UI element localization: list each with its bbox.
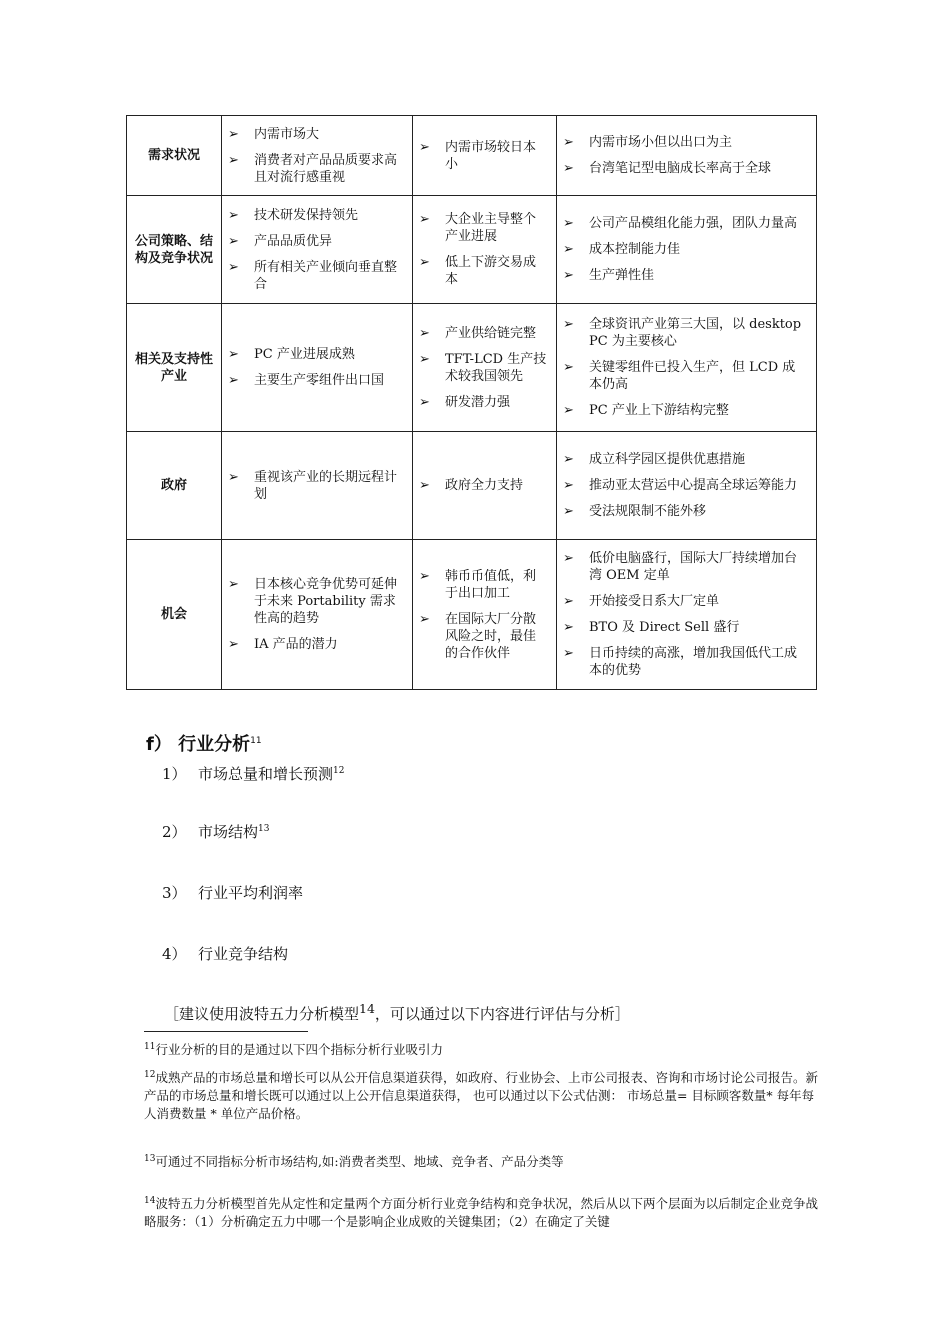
list-item bbox=[563, 359, 808, 393]
arrow-bullet-icon: ➢ bbox=[419, 212, 430, 227]
list-item bbox=[563, 267, 808, 284]
table-cell bbox=[557, 540, 817, 690]
arrow-bullet-icon: ➢ bbox=[563, 161, 574, 176]
row-header: 政府 bbox=[127, 432, 222, 540]
arrow-bullet-icon: ➢ bbox=[563, 551, 574, 566]
list-item: 3） 行业平均利润率 bbox=[162, 884, 304, 902]
bullet-text: BTO 及 Direct Sell 盛行 bbox=[589, 620, 740, 635]
list-item bbox=[228, 372, 404, 389]
bullet-text: 重视该产业的长期远程计划 bbox=[254, 469, 398, 502]
list-item bbox=[228, 233, 404, 250]
arrow-bullet-icon: ➢ bbox=[563, 242, 574, 257]
arrow-bullet-icon: ➢ bbox=[419, 394, 430, 410]
list-item bbox=[419, 211, 548, 245]
arrow-bullet-icon: ➢ bbox=[419, 139, 430, 155]
footnote-divider bbox=[144, 1031, 308, 1032]
table-row bbox=[127, 196, 817, 304]
bullet-list bbox=[228, 207, 404, 293]
list-item bbox=[563, 477, 808, 494]
bullet-list bbox=[419, 568, 548, 662]
bullet-text: 内需市场小但以出口为主 bbox=[589, 135, 733, 150]
diamond-model-table bbox=[126, 115, 817, 690]
bullet-list bbox=[228, 469, 404, 503]
section-title bbox=[146, 730, 262, 756]
table-cell bbox=[222, 432, 413, 540]
list-item bbox=[419, 611, 548, 662]
bullet-text: IA 产品的潜力 bbox=[254, 637, 338, 652]
table-cell bbox=[413, 196, 557, 304]
bullet-list bbox=[419, 211, 548, 288]
bullet-text: 推动亚太营运中心提高全球运筹能力 bbox=[589, 478, 798, 493]
arrow-bullet-icon: ➢ bbox=[228, 637, 239, 652]
list-item bbox=[228, 126, 404, 143]
list-item bbox=[563, 215, 808, 232]
arrow-bullet-icon: ➢ bbox=[419, 351, 430, 367]
arrow-bullet-icon: ➢ bbox=[563, 135, 574, 150]
list-item bbox=[228, 469, 404, 503]
bullet-text: 政府全力支持 bbox=[445, 478, 524, 493]
table-cell bbox=[222, 116, 413, 196]
list-item bbox=[228, 346, 404, 363]
table-cell bbox=[413, 432, 557, 540]
arrow-bullet-icon: ➢ bbox=[228, 259, 239, 275]
bullet-text: PC 产业进展成熟 bbox=[254, 347, 355, 362]
list-item bbox=[563, 241, 808, 258]
bullet-text: 公司产品模组化能力强，团队力量高 bbox=[589, 216, 798, 231]
bullet-text: 技术研发保持领先 bbox=[254, 207, 359, 223]
footnote: $^{11}$行业分析的目的是通过以下四个指标分析行业吸引力 bbox=[144, 1042, 443, 1058]
list-item bbox=[419, 254, 548, 288]
list-item bbox=[563, 402, 808, 419]
bullet-text: 内需市场大 bbox=[254, 126, 320, 142]
table-cell bbox=[557, 196, 817, 304]
table-cell bbox=[222, 304, 413, 432]
bullet-list bbox=[563, 134, 808, 177]
arrow-bullet-icon: ➢ bbox=[563, 478, 574, 493]
bullet-text: 关键零组件已投入生产，但 LCD 成本仍高 bbox=[589, 360, 796, 392]
section-title-text: f） 行业分析 bbox=[146, 734, 251, 755]
bullet-text: 开始接受日系大厂定单 bbox=[589, 594, 720, 609]
bullet-list bbox=[563, 215, 808, 284]
arrow-bullet-icon: ➢ bbox=[228, 347, 239, 362]
list-item bbox=[563, 134, 808, 151]
arrow-bullet-icon: ➢ bbox=[228, 152, 239, 168]
bullet-text: 台湾笔记型电脑成长率高于全球 bbox=[589, 161, 772, 176]
list-item bbox=[563, 593, 808, 610]
table-cell bbox=[557, 116, 817, 196]
arrow-bullet-icon: ➢ bbox=[419, 568, 430, 584]
bullet-text: 产品品质优异 bbox=[254, 233, 333, 249]
bullet-list bbox=[563, 316, 808, 419]
bullet-text: 日币持续的高涨，增加我国低代工成本的优势 bbox=[589, 646, 798, 678]
bullet-text: 低价电脑盛行，国际大厂持续增加台湾 OEM 定单 bbox=[589, 551, 798, 583]
list-item bbox=[563, 550, 808, 584]
bullet-text: 成立科学园区提供优惠措施 bbox=[589, 452, 746, 467]
arrow-bullet-icon: ➢ bbox=[228, 469, 239, 485]
table-row bbox=[127, 116, 817, 196]
list-item bbox=[563, 619, 808, 636]
bullet-text: 生产弹性佳 bbox=[589, 268, 655, 283]
list-item bbox=[419, 325, 548, 342]
bullet-text: 低上下游交易成本 bbox=[445, 255, 537, 287]
table-cell bbox=[413, 116, 557, 196]
bullet-text: 受法规限制不能外移 bbox=[589, 504, 707, 519]
bullet-list bbox=[419, 139, 548, 173]
footnote-ref: 14 bbox=[359, 1001, 375, 1016]
list-item: 4） 行业竞争结构 bbox=[162, 945, 289, 963]
list-item bbox=[419, 477, 548, 494]
list-item bbox=[563, 160, 808, 177]
table-cell bbox=[557, 432, 817, 540]
list-item bbox=[228, 636, 404, 653]
list-item bbox=[563, 316, 808, 350]
footnote: $^{13}$可通过不同指标分析市场结构,如:消费者类型、地域、竞争者、产品分类等 bbox=[144, 1154, 564, 1170]
footnote-ref: 11 bbox=[250, 736, 262, 746]
row-header: 公司策略、结构及竞争状况 bbox=[127, 196, 222, 304]
footnote: $^{12}$成熟产品的市场总量和增长可以从公开信息渠道获得，如政府、行业协会、上市公司报表、咨询和市场讨论公司报告。新产品的市场总量和增长既可以通过以上公开信息渠道获得， 也可以通过以下公式估测： 市场总量= 目标顾客数量* 每年每人消费数量 * 单位产品价格。 bbox=[144, 1070, 818, 1122]
table-cell bbox=[557, 304, 817, 432]
bullet-text: 在国际大厂分散风险之时，最佳的合作伙伴 bbox=[445, 611, 537, 661]
arrow-bullet-icon: ➢ bbox=[419, 611, 430, 627]
list-item bbox=[419, 568, 548, 602]
suggestion-text: ［建议使用波特五力分析模型$^{14}$，可以通过以下内容进行评估与分析］ bbox=[164, 1001, 630, 1023]
table-cell bbox=[413, 540, 557, 690]
bullet-text: TFT-LCD 生产技术较我国领先 bbox=[445, 351, 547, 384]
arrow-bullet-icon: ➢ bbox=[419, 325, 430, 341]
list-item bbox=[228, 576, 404, 627]
footnote: $^{14}$波特五力分析模型首先从定性和定量两个方面分析行业竞争结构和竞争状况，然后从以下两个层面为以后制定企业竞争战略服务：（1）分析确定五力中哪一个是影响企业成败的关键集团；（2）在确定了关键 bbox=[144, 1196, 818, 1230]
list-item: 2） 市场结构$^{13}$ bbox=[162, 823, 270, 841]
arrow-bullet-icon: ➢ bbox=[228, 126, 239, 142]
bullet-text: 日本核心竞争优势可延伸于未来 Portability 需求性高的趋势 bbox=[254, 577, 398, 626]
arrow-bullet-icon: ➢ bbox=[563, 452, 574, 467]
table-row bbox=[127, 540, 817, 690]
table-cell bbox=[222, 540, 413, 690]
list-item bbox=[228, 152, 404, 186]
bullet-list bbox=[563, 550, 808, 679]
arrow-bullet-icon: ➢ bbox=[228, 233, 239, 249]
bullet-list bbox=[228, 576, 404, 653]
bullet-list bbox=[419, 325, 548, 411]
table-cell bbox=[413, 304, 557, 432]
arrow-bullet-icon: ➢ bbox=[563, 594, 574, 609]
list-item bbox=[563, 645, 808, 679]
bullet-text: 成本控制能力佳 bbox=[589, 242, 681, 257]
bullet-list bbox=[228, 126, 404, 186]
bullet-text: 所有相关产业倾向垂直整合 bbox=[254, 259, 398, 292]
arrow-bullet-icon: ➢ bbox=[228, 207, 239, 223]
list-item bbox=[563, 503, 808, 520]
list-item bbox=[563, 451, 808, 468]
list-item bbox=[419, 139, 548, 173]
bullet-text: 韩币币值低，利于出口加工 bbox=[445, 568, 537, 601]
row-header: 需求状况 bbox=[127, 116, 222, 196]
arrow-bullet-icon: ➢ bbox=[228, 577, 239, 592]
bullet-text: 大企业主导整个产业进展 bbox=[445, 212, 537, 244]
footnote-ref: 13 bbox=[258, 824, 270, 834]
bullet-text: PC 产业上下游结构完整 bbox=[589, 403, 729, 418]
arrow-bullet-icon: ➢ bbox=[563, 317, 574, 332]
list-item: 1） 市场总量和增长预测$^{12}$ bbox=[162, 765, 345, 783]
bullet-text: 消费者对产品品质要求高且对流行感重视 bbox=[254, 152, 398, 185]
bullet-text: 产业供给链完整 bbox=[445, 325, 537, 341]
arrow-bullet-icon: ➢ bbox=[563, 620, 574, 635]
arrow-bullet-icon: ➢ bbox=[563, 403, 574, 418]
bullet-text: 主要生产零组件出口国 bbox=[254, 373, 385, 388]
bullet-list bbox=[419, 477, 548, 494]
bullet-list bbox=[228, 346, 404, 389]
list-item bbox=[228, 259, 404, 293]
arrow-bullet-icon: ➢ bbox=[563, 504, 574, 519]
bullet-text: 内需市场较日本小 bbox=[445, 139, 537, 172]
arrow-bullet-icon: ➢ bbox=[563, 360, 574, 375]
table-row bbox=[127, 304, 817, 432]
row-header: 机会 bbox=[127, 540, 222, 690]
arrow-bullet-icon: ➢ bbox=[563, 646, 574, 661]
arrow-bullet-icon: ➢ bbox=[419, 478, 430, 493]
footnote-ref: 12 bbox=[333, 766, 345, 776]
list-item bbox=[419, 394, 548, 411]
table-cell bbox=[222, 196, 413, 304]
table-row bbox=[127, 432, 817, 540]
arrow-bullet-icon: ➢ bbox=[228, 373, 239, 388]
bullet-list bbox=[563, 451, 808, 520]
arrow-bullet-icon: ➢ bbox=[419, 255, 430, 270]
row-header: 相关及支持性产业 bbox=[127, 304, 222, 432]
arrow-bullet-icon: ➢ bbox=[563, 268, 574, 283]
bullet-text: 研发潜力强 bbox=[445, 394, 511, 410]
list-item bbox=[228, 207, 404, 224]
list-item bbox=[419, 351, 548, 385]
bullet-text: 全球资讯产业第三大国，以 desktop PC 为主要核心 bbox=[589, 317, 802, 349]
arrow-bullet-icon: ➢ bbox=[563, 216, 574, 231]
